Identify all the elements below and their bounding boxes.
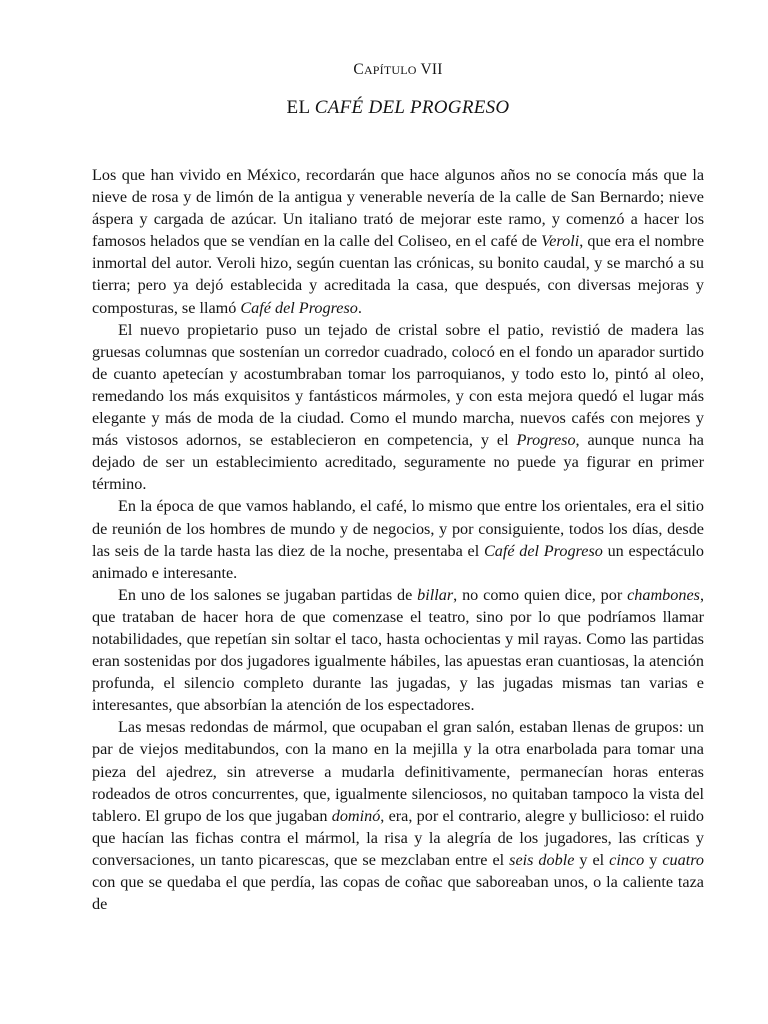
italic-text: Café del Progreso: [483, 541, 603, 560]
italic-text: seis doble: [509, 850, 575, 869]
chapter-body: [92, 164, 704, 915]
paragraph-text: Los que han vivido en México, recordarán que hace algunos años no se conocía más que la nieve de rosa y de limón de la antigua y venerable nevería de la calle de San Bernardo; nieve áspera y cargada de azúcar. Un italiano trató de mejorar este ramo, y comenzó a hacer los famosos helados que se vendían en la calle del Coliseo, en el café de: [92, 166, 704, 251]
paragraph-text: Las mesas redondas de mármol, que ocupaban el gran salón, estaban llenas de grupos: un par de viejos meditabundos, con la mano en la mejilla y la otra enarbolada para tomar una pieza del ajedrez, sin atreverse a mudarla definitivamente, permanecían horas enteras rodeados de otros concurrentes, que, igualmente silenciosos, no quitaban tampoco la vista del tablero. El grupo de los que jugaban: [92, 718, 704, 825]
paragraph-text: En la época de que vamos hablando, el café, lo mismo que entre los orientales, era el sitio de reunión de los hombres de mundo y de negocios, y por consiguiente, todos los días, desde las seis de la tarde hasta las diez de la noche, presentaba el: [92, 497, 704, 560]
paragraph: [92, 164, 704, 319]
paragraph: [92, 716, 704, 915]
paragraph-text: y: [644, 850, 663, 869]
paragraph-text: .: [357, 298, 362, 317]
chapter-title-italic: CAFÉ DEL PROGRESO: [314, 97, 510, 118]
chapter-label: [92, 61, 704, 79]
paragraph-text: El nuevo propietario puso un tejado de cristal sobre el patio, revistió de madera las gruesas columnas que sostenían un corredor cuadrado, colocó en el fondo un aparador surtido de cuanto apetecían y acostumbraban tomar los parroquianos, y todo esto lo, pintó al oleo, remedando los más exquisitos y fantásticos mármoles, y con esta mejora quedó el lugar más elegante y más de moda de la ciudad. Como el mundo marcha, nuevos cafés con mejores y más vistosos adornos, se establecieron en competencia, y el: [92, 320, 704, 450]
italic-text: billar: [417, 585, 454, 604]
italic-text: cuatro: [662, 850, 705, 869]
chapter-label-rest: APÍTULO: [363, 63, 417, 77]
paragraph-text: En uno de los salones se jugaban partidas de: [118, 585, 418, 604]
chapter-title-prefix: EL: [286, 97, 310, 118]
paragraph-text: , aunque nunca ha dejado de ser un establecimiento acreditado, seguramente no puede ya figurar en primer término.: [92, 431, 704, 494]
italic-text: Café del Progreso: [240, 298, 358, 317]
chapter-number: VII: [420, 61, 443, 78]
italic-text: cinco: [609, 850, 645, 869]
paragraph-text: , que era el nombre inmortal del autor. Veroli hizo, según cuentan las crónicas, su bonito caudal, y se marchó a su tierra; pero ya dejó establecida y acreditada la casa, que después, con diversas mejoras y composturas, se llamó: [92, 232, 705, 317]
paragraph: [92, 495, 704, 583]
paragraph-text: , era, por el contrario, alegre y bullicioso: el ruido que hacían las fichas contra el mármol, la risa y la alegría de los jugadores, las críticas y conversaciones, un tanto picarescas, que se mezclaban entre el: [92, 806, 704, 869]
italic-text: Progreso: [516, 431, 576, 450]
italic-text: Veroli: [541, 232, 580, 251]
chapter-title: [92, 97, 704, 119]
paragraph-text: un espectáculo animado e interesante.: [92, 541, 705, 582]
paragraph-text: con que se quedaba el que perdía, las copas de coñac que saboreaban unos, o la caliente taza de: [92, 873, 704, 914]
paragraph-text: y el: [574, 850, 610, 869]
paragraph-text: , no como quien dice, por: [453, 585, 628, 604]
italic-text: chambones: [627, 585, 700, 604]
paragraph: [92, 584, 704, 717]
paragraph: [92, 319, 704, 496]
paragraph-text: , que trataban de hacer hora de que comenzase el teatro, sino por lo que podríamos llamar notabilidades, que repetían sin soltar el taco, hasta ochocientas y mil rayas. Como las partidas eran sostenidas por dos jugadores igualmente hábiles, las apuestas eran cuantiosas, la atención profunda, el silencio completo durante las jugadas, y las jugadas mismas tan varias e interesantes, que absorbían la atención de los espectadores.: [92, 585, 704, 715]
italic-text: dominó: [331, 806, 381, 825]
chapter-label-initial: C: [353, 61, 364, 78]
